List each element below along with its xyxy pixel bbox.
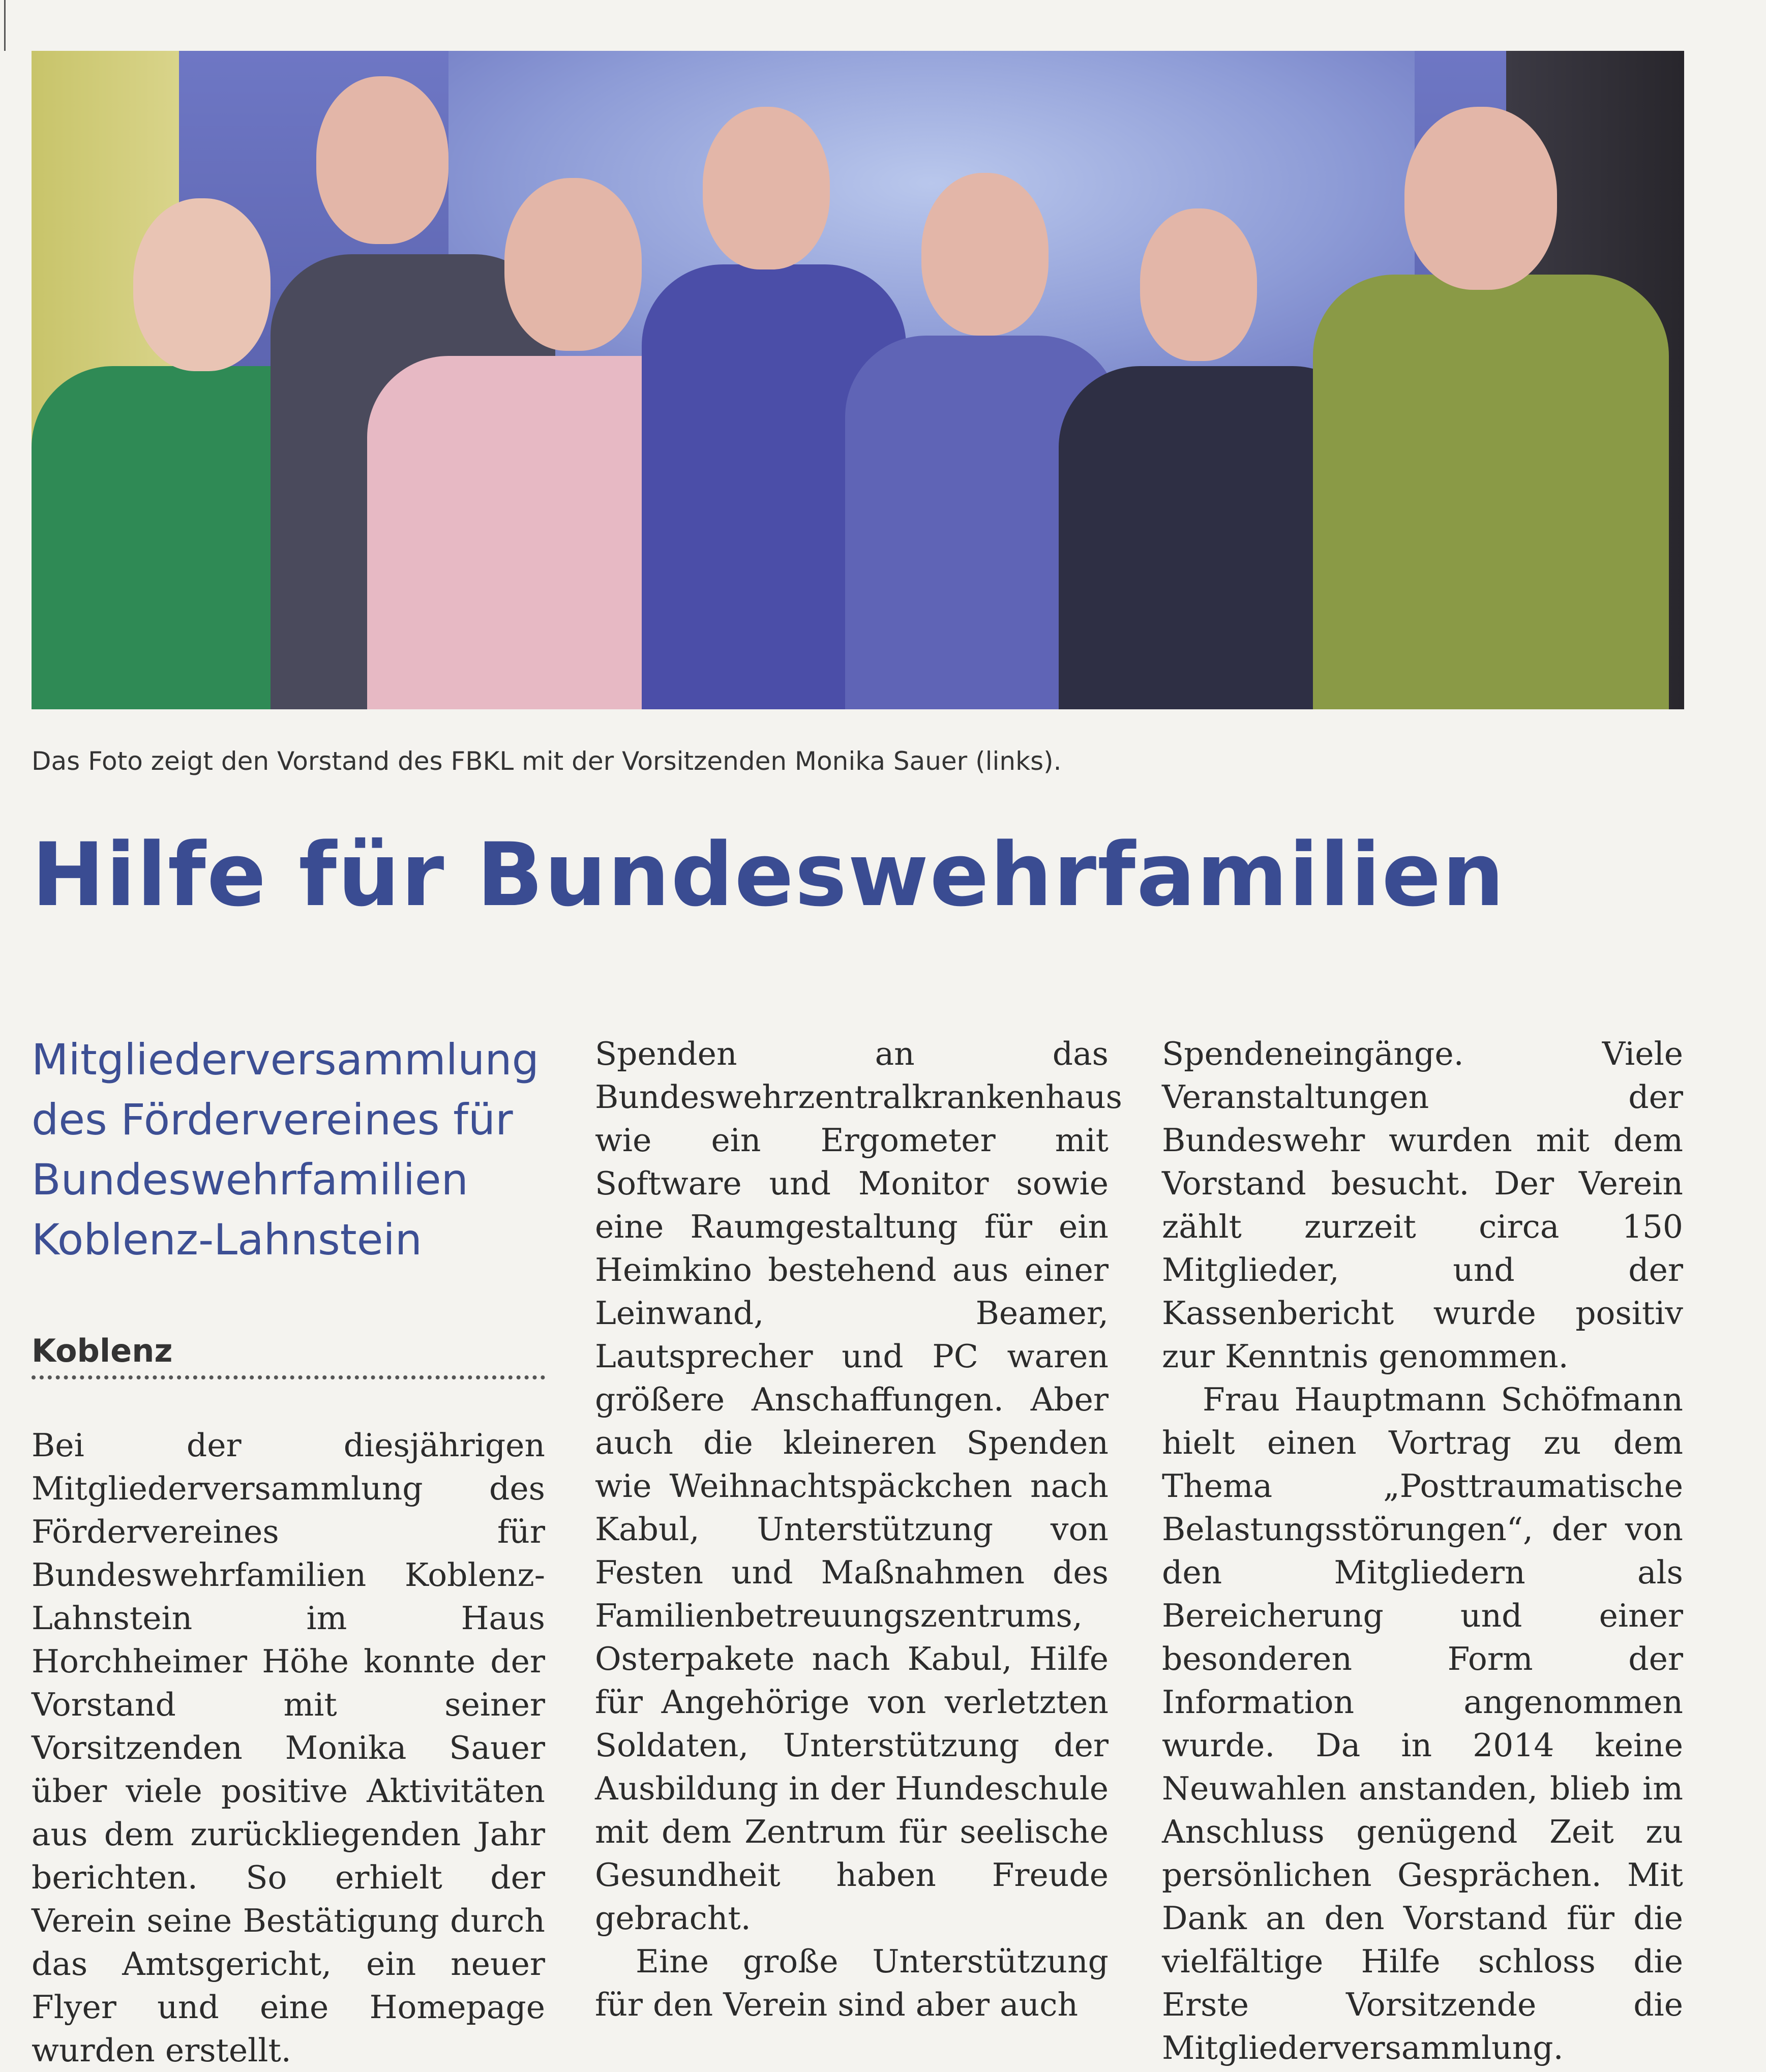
paragraph: Spendeneingänge. Viele Veranstaltungen der Bundeswehr wurden mit dem Vorstand besucht. Der Verein zählt zurzeit circa 150 Mitglieder, und der Kassenbericht wurde positiv zur Kenntnis genommen.	[1162, 1035, 1683, 1375]
photo-caption: Das Foto zeigt den Vorstand des FBKL mit der Vorsitzenden Monika Sauer (links).	[32, 746, 1062, 776]
margin-mark	[4, 0, 36, 51]
article-column-2	[595, 1032, 1122, 2026]
paragraph: Frau Hauptmann Schöfmann hielt einen Vortrag zu dem Thema „Posttraumatische Belastungsstörungen“, der von den Mitgliedern als Bereicherung und einer besonderen Form der Information angenommen wurde. Da in 2014 keine Neuwahlen anstanden, blieb im Anschluss genügend Zeit zu persönlichen Gesprächen. Mit Dank an den Vorstand für die vielfältige Hilfe schloss die Erste Vorsitzende die Mitgliederversammlung.	[1162, 1381, 1683, 2066]
group-photo	[32, 51, 1684, 709]
dateline: Koblenz	[32, 1332, 545, 1379]
paragraph: Spenden an das Bundeswehrzentralkrankenhaus wie ein Ergometer mit Software und Monitor sowie eine Raumgestaltung für ein Heimkino bestehend aus einer Leinwand, Beamer, Lautsprecher und PC waren größere Anschaffungen. Aber auch die kleineren Spenden wie Weihnachtspäckchen nach Kabul, Unterstützung von Festen und Maßnahmen des Familienbetreuungszentrums, Osterpakete nach Kabul, Hilfe für Angehörige von verletzten Soldaten, Unterstützung der Ausbildung in der Hundeschule mit dem Zentrum für seelische Gesundheit haben Freude gebracht.	[595, 1035, 1122, 1937]
article-column-1	[32, 1424, 545, 2072]
subheadline-line: Bundeswehrfamilien	[32, 1155, 468, 1205]
subheadline-line: Koblenz-Lahnstein	[32, 1215, 422, 1265]
headline: Hilfe für Bundeswehrfamilien	[32, 824, 1506, 926]
paragraph: Bei der diesjährigen Mitgliederversammlung des Fördervereines für Bundeswehrfamilien Koblenz-Lahnstein im Haus Horchheimer Höhe konnte der Vorstand mit seiner Vorsitzenden Monika Sauer über viele positive Aktivitäten aus dem zurückliegenden Jahr berichten. So erhielt der Verein seine Bestätigung durch das Amtsgericht, ein neuer Flyer und eine Homepage wurden erstellt.	[32, 1427, 545, 2069]
subheadline-line: Mitgliederversammlung	[32, 1035, 539, 1085]
subheadline-line: des Fördervereines für	[32, 1095, 513, 1145]
article-column-3	[1162, 1032, 1683, 2069]
paragraph: Eine große Unterstützung für den Verein sind aber auch	[595, 1943, 1109, 2023]
subheadline	[32, 1030, 560, 1270]
